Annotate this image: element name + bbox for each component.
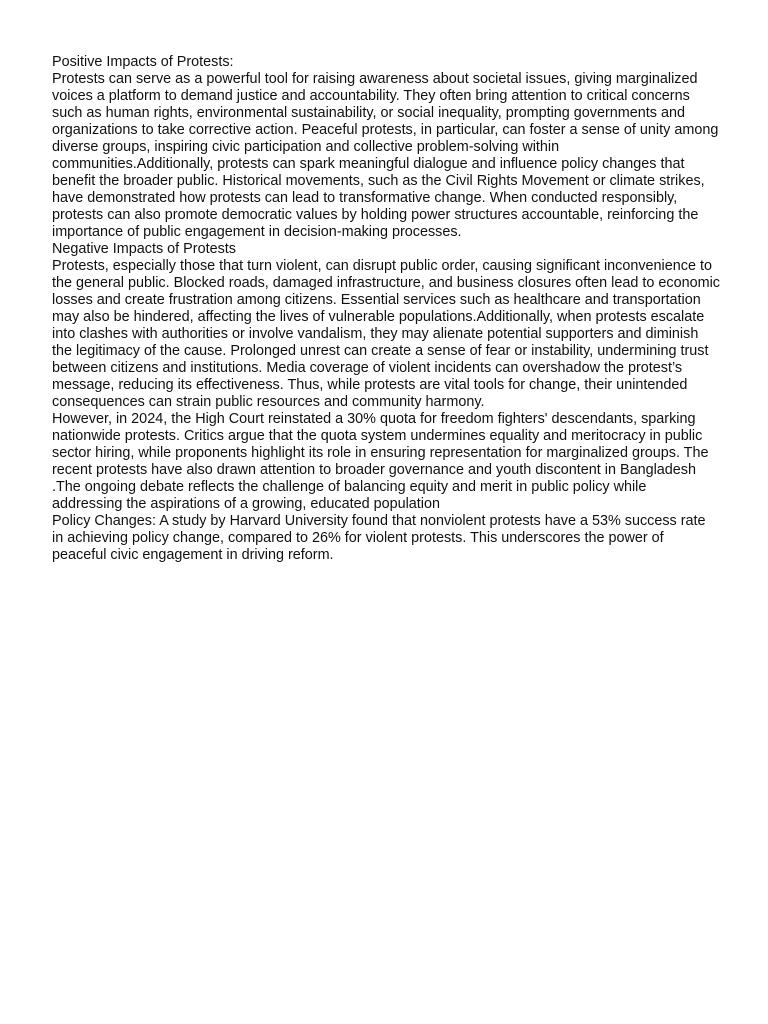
policy-changes-paragraph: Policy Changes: A study by Harvard University found that nonviolent protests have a 53% success rate in achieving policy change, compared to 26% for violent protests. This underscores the power of peaceful civic engagement in driving reform. xyxy=(52,513,706,563)
positive-impacts-paragraph: Protests can serve as a powerful tool for raising awareness about societal issues, giving marginalized voices a platform to demand justice and accountability. They often bring attention to critical concerns such as human rights, environmental sustainability, or social inequality, prompting governments and organizations to take corrective action. Peaceful protests, in particular, can foster a sense of unity among diverse groups, inspiring civic participation and collective problem-solving within communities.Additionally, protests can spark meaningful dialogue and influence policy changes that benefit the broader public. Historical movements, such as the Civil Rights Movement or climate strikes, have demonstrated how protests can lead to transformative change. When conducted responsibly, protests can also promote democratic values by holding power structures accountable, reinforcing the importance of public engagement in decision-making processes. xyxy=(52,71,719,240)
quota-paragraph: However, in 2024, the High Court reinstated a 30% quota for freedom fighters' descendants, sparking nationwide protests. Critics argue that the quota system undermines equality and meritocracy in public sector hiring, while proponents highlight its role in ensuring representation for marginalized groups. The recent protests have also drawn attention to broader governance and youth discontent in Bangladesh .The ongoing debate reflects the challenge of balancing equity and merit in public policy while addressing the aspirations of a growing, educated population xyxy=(52,411,709,512)
negative-impacts-heading: Negative Impacts of Protests xyxy=(52,241,236,257)
positive-impacts-heading: Positive Impacts of Protests: xyxy=(52,54,234,70)
negative-impacts-paragraph: Protests, especially those that turn violent, can disrupt public order, causing significant inconvenience to the general public. Blocked roads, damaged infrastructure, and business closures often lead to economic losses and create frustration among citizens. Essential services such as healthcare and transportation may also be hindered, affecting the lives of vulnerable populations.Additionally, when protests escalate into clashes with authorities or involve vandalism, they may alienate potential supporters and diminish the legitimacy of the cause. Prolonged unrest can create a sense of fear or instability, undermining trust between citizens and institutions. Media coverage of violent incidents can overshadow the protest’s message, reducing its effectiveness. Thus, while protests are vital tools for change, their unintended consequences can strain public resources and community harmony. xyxy=(52,258,720,410)
document-body xyxy=(52,54,720,564)
